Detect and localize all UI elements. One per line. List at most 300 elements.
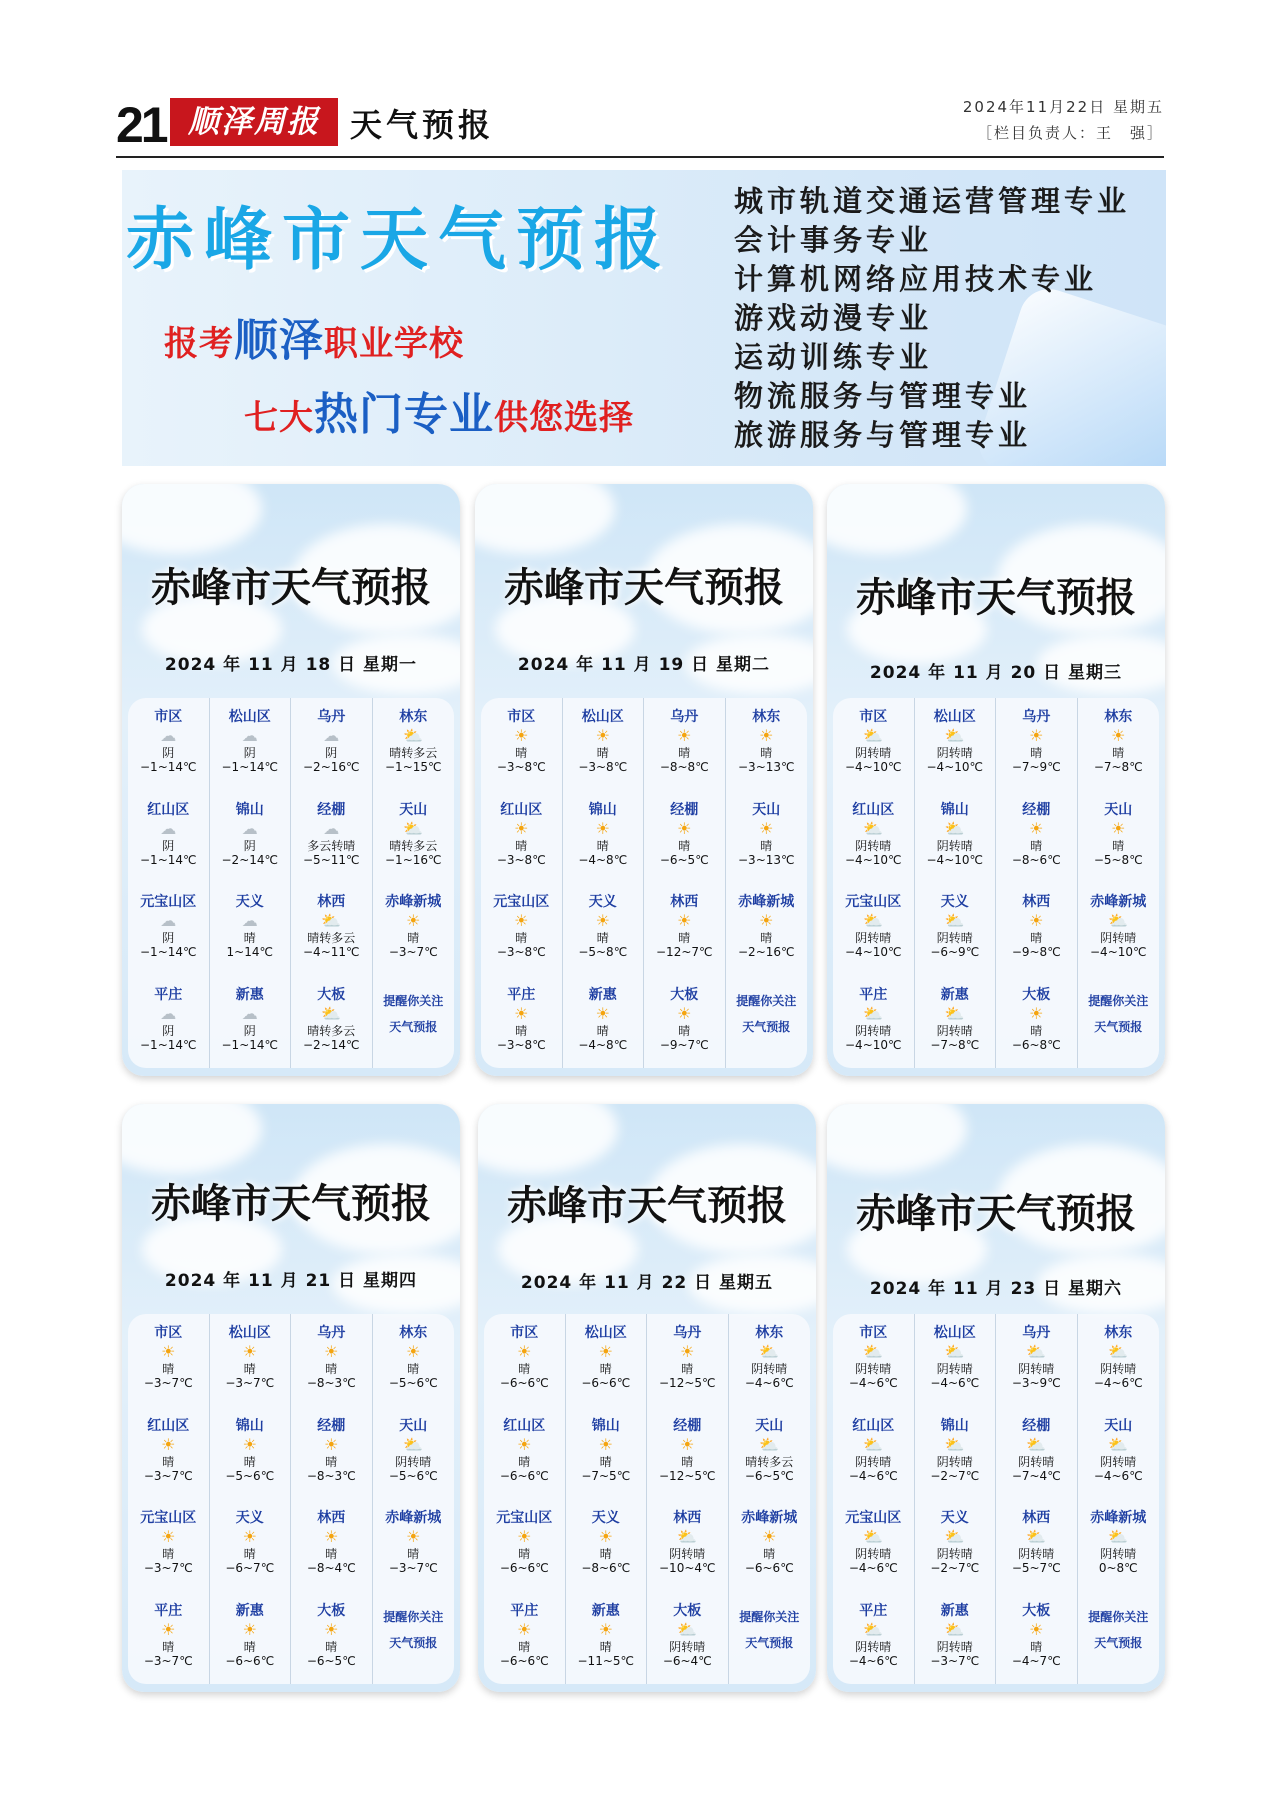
temperature-range: −4~10℃ (845, 852, 902, 867)
district-cell (291, 1592, 373, 1685)
district-cell (563, 883, 645, 976)
district-name: 乌丹 (317, 1325, 346, 1341)
district-cell (128, 883, 210, 976)
sun-icon: ☀ (1029, 1003, 1044, 1023)
sun-icon: ☀ (324, 1434, 339, 1454)
district-name: 松山区 (228, 1325, 271, 1341)
district-cell (726, 698, 808, 791)
sun-cloud-icon: ⛅ (1026, 1434, 1047, 1454)
weather-condition: 阴 (162, 931, 175, 945)
major-item: 游戏动漫专业 (734, 301, 933, 335)
weather-condition: 晴 (325, 1547, 338, 1561)
forecast-card (827, 484, 1165, 1076)
sun-icon: ☀ (677, 818, 692, 838)
temperature-range: −4~8℃ (578, 852, 628, 867)
weather-condition: 阴转晴 (936, 931, 973, 945)
sun-cloud-icon: ⛅ (863, 1342, 884, 1361)
district-cell (373, 791, 455, 884)
district-name: 新惠 (591, 1602, 620, 1619)
school-ad-banner (122, 170, 1166, 466)
sun-icon: ☀ (324, 1527, 339, 1546)
weather-condition: 阴转晴 (936, 1362, 973, 1376)
weather-condition: 晴 (763, 1547, 776, 1561)
weather-condition: 阴转晴 (1018, 1454, 1055, 1469)
district-cell (644, 976, 726, 1069)
card-date: 2024 年 11 月 21 日 星期四 (164, 1271, 418, 1291)
district-cell (210, 791, 292, 884)
sun-cloud-icon: ⛅ (944, 911, 965, 930)
temperature-range: −6~6℃ (499, 1561, 549, 1575)
cloud-icon: ☁ (241, 911, 258, 930)
district-name: 元宝山区 (140, 1510, 197, 1526)
district-cell (210, 1592, 292, 1685)
district-cell (647, 1314, 729, 1407)
weather-condition: 晴 (162, 1454, 175, 1469)
district-name: 经棚 (317, 801, 346, 818)
district-cell (484, 1407, 566, 1500)
weather-condition: 阴转晴 (855, 746, 892, 760)
district-name: 天义 (235, 894, 264, 910)
reminder-cell (373, 1592, 455, 1685)
masthead (116, 92, 1164, 156)
district-name: 新惠 (235, 986, 264, 1003)
sun-cloud-icon: ⛅ (944, 1619, 965, 1639)
weather-condition: 晴 (760, 838, 773, 853)
district-name: 平庄 (154, 986, 183, 1003)
weather-condition: 晴 (760, 931, 773, 945)
temperature-range: −1~14℃ (140, 760, 197, 774)
temperature-range: −2~7℃ (930, 1468, 980, 1483)
district-name: 松山区 (584, 1325, 627, 1341)
temperature-range: −7~4℃ (1011, 1468, 1061, 1483)
district-name: 红山区 (852, 1417, 895, 1434)
temperature-range: −5~6℃ (225, 1468, 275, 1483)
district-name: 经棚 (1022, 1417, 1051, 1434)
district-name: 锦山 (591, 1417, 620, 1434)
weather-condition: 阴转晴 (1100, 1362, 1137, 1376)
district-name: 市区 (859, 709, 888, 725)
district-cell (996, 1314, 1078, 1407)
temperature-range: −3~8℃ (496, 945, 546, 959)
district-cell (128, 1499, 210, 1592)
district-name: 林西 (317, 894, 346, 910)
sun-icon: ☀ (1029, 911, 1044, 930)
sun-icon: ☀ (598, 1619, 613, 1639)
district-cell (1078, 1314, 1160, 1407)
weather-condition: 晴 (243, 1639, 256, 1654)
district-cell (729, 1407, 811, 1500)
district-name: 市区 (510, 1325, 539, 1341)
district-name: 市区 (154, 709, 183, 725)
district-cell (373, 1499, 455, 1592)
district-cell (1078, 883, 1160, 976)
district-cell (373, 698, 455, 791)
temperature-range: −5~6℃ (388, 1468, 438, 1483)
district-name: 红山区 (500, 801, 543, 818)
weather-condition: 阴转晴 (936, 838, 973, 853)
temperature-range: −4~10℃ (926, 852, 983, 867)
temperature-range: −3~7℃ (143, 1376, 193, 1390)
district-name: 赤峰新城 (1090, 1510, 1147, 1526)
district-cell (644, 698, 726, 791)
weather-condition: 晴 (407, 931, 420, 945)
sun-cloud-icon: ⛅ (863, 911, 884, 930)
district-name: 林西 (673, 1510, 702, 1526)
slogan-1-emphasis: 顺泽 (234, 315, 324, 366)
district-name: 元宝山区 (845, 1510, 902, 1526)
temperature-range: −4~6℃ (1093, 1468, 1143, 1483)
weather-condition: 晴 (599, 1454, 612, 1469)
district-grid (128, 1314, 454, 1684)
sun-cloud-icon: ⛅ (944, 726, 965, 745)
major-item: 会计事务专业 (734, 223, 933, 257)
weather-condition: 晴 (599, 1362, 612, 1376)
reminder-text: 提醒你关注 (1088, 1609, 1149, 1624)
majors-list (734, 182, 1130, 455)
district-panel (128, 698, 454, 1068)
district-cell (563, 976, 645, 1069)
district-name: 林西 (670, 894, 699, 910)
weather-condition: 晴 (678, 838, 691, 853)
district-name: 林东 (1104, 709, 1133, 725)
temperature-range: −12~7℃ (656, 945, 713, 959)
district-cell (915, 698, 997, 791)
district-cell (128, 976, 210, 1069)
weather-condition: 晴 (518, 1639, 531, 1654)
district-name: 市区 (859, 1325, 888, 1341)
district-cell (833, 1499, 915, 1592)
sun-icon: ☀ (595, 911, 610, 930)
weather-condition: 晴 (760, 746, 773, 760)
district-name: 松山区 (581, 709, 624, 725)
temperature-range: −6~6℃ (499, 1376, 549, 1390)
temperature-range: −1~14℃ (140, 1037, 197, 1052)
district-cell (373, 883, 455, 976)
district-name: 林西 (317, 1510, 346, 1526)
temperature-range: −2~16℃ (738, 945, 795, 959)
sun-icon: ☀ (677, 726, 692, 745)
temperature-range: −5~6℃ (388, 1376, 438, 1390)
district-cell (915, 976, 997, 1069)
weather-condition: 阴 (243, 1023, 256, 1038)
weather-condition: 阴转晴 (1018, 1547, 1055, 1561)
district-cell (833, 698, 915, 791)
banner-slogan-1 (164, 304, 464, 368)
district-cell (484, 1499, 566, 1592)
weather-condition: 晴 (599, 1547, 612, 1561)
district-cell (1078, 1499, 1160, 1592)
district-name: 天义 (940, 894, 969, 910)
district-cell (833, 1592, 915, 1685)
sun-cloud-icon: ⛅ (863, 1003, 884, 1023)
sun-cloud-icon: ⛅ (1026, 1342, 1047, 1361)
major-item: 旅游服务与管理专业 (734, 418, 1032, 452)
temperature-range: −3~7℃ (143, 1468, 193, 1483)
temperature-range: −4~11℃ (303, 945, 360, 959)
district-cell (915, 883, 997, 976)
sun-icon: ☀ (517, 1619, 532, 1639)
district-cell (644, 883, 726, 976)
card-date: 2024 年 11 月 19 日 星期二 (517, 655, 771, 675)
district-panel (833, 698, 1159, 1068)
district-name: 天义 (588, 894, 617, 910)
cloud-icon: ☁ (241, 1003, 258, 1023)
district-name: 元宝山区 (496, 1510, 553, 1526)
district-name: 大板 (317, 986, 346, 1003)
sun-icon: ☀ (406, 1527, 421, 1546)
district-name: 元宝山区 (493, 894, 550, 910)
sun-cloud-icon: ⛅ (403, 1434, 424, 1454)
cloud-icon: ☁ (323, 818, 340, 838)
sun-icon: ☀ (406, 911, 421, 930)
district-name: 锦山 (940, 1417, 969, 1434)
sun-icon: ☀ (677, 911, 692, 930)
reminder-cell (726, 976, 808, 1069)
district-name: 赤峰新城 (385, 1510, 442, 1526)
major-item: 运动训练专业 (734, 340, 933, 374)
district-cell (996, 791, 1078, 884)
district-panel (833, 1314, 1159, 1684)
district-name: 市区 (507, 709, 536, 725)
column-editor: ［栏目负责人：王 强］ (976, 124, 1164, 142)
temperature-range: −3~7℃ (225, 1376, 275, 1390)
temperature-range: −7~9℃ (1011, 760, 1061, 774)
weather-condition: 晴 (681, 1454, 694, 1469)
cloud-icon: ☁ (323, 726, 340, 745)
weather-condition: 晴 (596, 931, 609, 945)
slogan-2-emphasis: 热门专业 (314, 389, 494, 440)
temperature-range: 1~14℃ (226, 945, 273, 959)
sun-icon: ☀ (514, 1003, 529, 1023)
district-name: 林西 (1022, 894, 1051, 910)
district-cell (291, 883, 373, 976)
sun-cloud-icon: ⛅ (944, 1342, 965, 1361)
district-cell (644, 791, 726, 884)
sun-cloud-icon: ⛅ (403, 818, 424, 838)
reminder-text: 提醒你关注 (1088, 993, 1149, 1008)
district-name: 经棚 (670, 801, 699, 818)
temperature-range: −4~6℃ (930, 1376, 980, 1390)
district-name: 大板 (1022, 986, 1051, 1003)
district-name: 林东 (399, 709, 428, 725)
weather-condition: 阴转晴 (855, 838, 892, 853)
slogan-1-suffix: 职业学校 (324, 324, 464, 364)
sun-cloud-icon: ⛅ (321, 1003, 342, 1023)
weather-condition: 晴 (407, 1362, 420, 1376)
weather-condition: 晴 (243, 1362, 256, 1376)
temperature-range: −1~14℃ (140, 852, 197, 867)
district-name: 乌丹 (670, 709, 699, 725)
district-name: 天义 (235, 1510, 264, 1526)
sun-icon: ☀ (517, 1527, 532, 1546)
district-cell (291, 1407, 373, 1500)
reminder-text: 天气预报 (745, 1635, 794, 1650)
sun-cloud-icon: ⛅ (321, 911, 342, 930)
district-name: 锦山 (940, 801, 969, 818)
district-name: 乌丹 (673, 1325, 702, 1341)
weather-condition: 晴 (1030, 1023, 1043, 1038)
weather-condition: 阴转晴 (669, 1639, 706, 1654)
temperature-range: −3~7℃ (388, 945, 438, 959)
district-cell (1078, 698, 1160, 791)
weather-condition: 阴转晴 (395, 1454, 432, 1469)
district-cell (128, 1314, 210, 1407)
sun-icon: ☀ (595, 1003, 610, 1023)
district-name: 平庄 (510, 1602, 539, 1619)
district-name: 天山 (399, 801, 428, 818)
sun-icon: ☀ (514, 818, 529, 838)
banner-title: 赤峰市天气预报 (126, 201, 673, 280)
district-panel (481, 698, 807, 1068)
reminder-text: 天气预报 (389, 1019, 438, 1034)
district-cell (996, 698, 1078, 791)
weather-condition: 晴 (1030, 746, 1043, 760)
district-name: 大板 (1022, 1602, 1051, 1619)
sun-cloud-icon: ⛅ (677, 1619, 698, 1639)
district-cell (566, 1314, 648, 1407)
district-cell (915, 791, 997, 884)
temperature-range: −3~9℃ (1011, 1376, 1061, 1390)
card-title: 赤峰市天气预报 (856, 1191, 1136, 1237)
district-cell (210, 976, 292, 1069)
temperature-range: −2~14℃ (303, 1037, 360, 1052)
cloud-decoration (122, 1104, 262, 1174)
issue-date: 2024年11月22日 星期五 (962, 98, 1164, 116)
temperature-range: −8~8℃ (659, 760, 709, 774)
temperature-range: −3~7℃ (930, 1653, 980, 1668)
paper-logo: 顺泽周报 (170, 98, 338, 146)
weather-condition: 晴 (681, 1362, 694, 1376)
temperature-range: −6~6℃ (499, 1653, 549, 1668)
district-cell (647, 1592, 729, 1685)
temperature-range: −4~6℃ (848, 1376, 898, 1390)
district-name: 经棚 (673, 1417, 702, 1434)
slogan-2-prefix: 七大 (244, 398, 314, 438)
sun-icon: ☀ (598, 1342, 613, 1361)
sun-icon: ☀ (161, 1342, 176, 1361)
district-cell (915, 1314, 997, 1407)
district-cell (210, 1314, 292, 1407)
reminder-cell (1078, 1592, 1160, 1685)
major-item: 物流服务与管理专业 (734, 379, 1032, 413)
district-cell (726, 791, 808, 884)
district-name: 天山 (399, 1417, 428, 1434)
district-cell (915, 1592, 997, 1685)
district-grid (833, 1314, 1159, 1684)
cloud-icon: ☁ (241, 818, 258, 838)
district-name: 锦山 (235, 801, 264, 818)
weather-condition: 晴 (515, 1023, 528, 1038)
weather-condition: 阴转晴 (855, 1639, 892, 1654)
reminder-text: 提醒你关注 (739, 1609, 800, 1624)
temperature-range: −3~13℃ (738, 760, 795, 774)
temperature-range: −3~8℃ (496, 760, 546, 774)
sun-icon: ☀ (517, 1434, 532, 1454)
district-name: 林西 (1022, 1510, 1051, 1526)
cloud-icon: ☁ (241, 726, 258, 745)
card-title: 赤峰市天气预报 (151, 1181, 431, 1227)
temperature-range: −3~7℃ (143, 1561, 193, 1575)
sun-icon: ☀ (595, 726, 610, 745)
sun-icon: ☀ (406, 1342, 421, 1361)
district-name: 林东 (1104, 1325, 1133, 1341)
sun-icon: ☀ (1111, 726, 1126, 745)
district-cell (647, 1499, 729, 1592)
temperature-range: −3~13℃ (738, 852, 795, 867)
reminder-cell (373, 976, 455, 1069)
district-name: 锦山 (588, 801, 617, 818)
temperature-range: −4~10℃ (1090, 945, 1147, 959)
temperature-range: −4~10℃ (926, 760, 983, 774)
card-title: 赤峰市天气预报 (856, 575, 1136, 621)
district-name: 平庄 (859, 1602, 888, 1619)
forecast-card (827, 1104, 1165, 1692)
weather-condition: 阴转晴 (1018, 1362, 1055, 1376)
district-cell (833, 1314, 915, 1407)
district-cell (481, 883, 563, 976)
weather-condition: 晴 (518, 1454, 531, 1469)
district-cell (566, 1499, 648, 1592)
temperature-range: −2~14℃ (221, 852, 278, 867)
cloud-decoration (475, 484, 615, 554)
sun-icon: ☀ (677, 1003, 692, 1023)
temperature-range: −8~3℃ (306, 1376, 356, 1390)
weather-condition: 阴转晴 (936, 1547, 973, 1561)
temperature-range: −8~4℃ (306, 1561, 356, 1575)
sun-icon: ☀ (762, 1527, 777, 1546)
temperature-range: −4~6℃ (848, 1561, 898, 1575)
weather-condition: 阴转晴 (855, 1362, 892, 1376)
district-cell (481, 698, 563, 791)
district-cell (996, 976, 1078, 1069)
cloud-decoration (827, 1104, 967, 1174)
temperature-range: −3~8℃ (496, 852, 546, 867)
sun-cloud-icon: ⛅ (759, 1434, 780, 1454)
weather-condition: 晴 (162, 1547, 175, 1561)
district-name: 乌丹 (317, 709, 346, 725)
sun-cloud-icon: ⛅ (677, 1527, 698, 1546)
weather-condition: 晴 (515, 931, 528, 945)
district-panel (484, 1314, 810, 1684)
reminder-text: 提醒你关注 (736, 993, 797, 1008)
district-name: 松山区 (228, 709, 271, 725)
weather-condition: 晴转多云 (307, 1023, 356, 1038)
weather-condition: 阴转晴 (669, 1547, 706, 1561)
weather-condition: 阴转晴 (936, 746, 973, 760)
temperature-range: −6~6℃ (225, 1653, 275, 1668)
sun-icon: ☀ (680, 1342, 695, 1361)
forecast-card (478, 1104, 816, 1692)
temperature-range: −2~16℃ (303, 760, 360, 774)
weather-condition: 晴 (678, 1023, 691, 1038)
sun-icon: ☀ (517, 1342, 532, 1361)
forecast-card (122, 1104, 460, 1692)
temperature-range: −1~14℃ (221, 1037, 278, 1052)
district-cell (833, 976, 915, 1069)
reminder-cell (729, 1592, 811, 1685)
weather-condition: 多云转晴 (307, 838, 356, 853)
sun-icon: ☀ (1029, 818, 1044, 838)
district-name: 乌丹 (1022, 1325, 1051, 1341)
weather-condition: 阴 (243, 838, 256, 853)
temperature-range: −12~5℃ (659, 1376, 716, 1390)
district-cell (996, 883, 1078, 976)
weather-condition: 晴 (515, 746, 528, 760)
district-name: 大板 (670, 986, 699, 1003)
district-cell (833, 883, 915, 976)
temperature-range: −4~10℃ (845, 945, 902, 959)
temperature-range: −4~10℃ (845, 1037, 902, 1052)
